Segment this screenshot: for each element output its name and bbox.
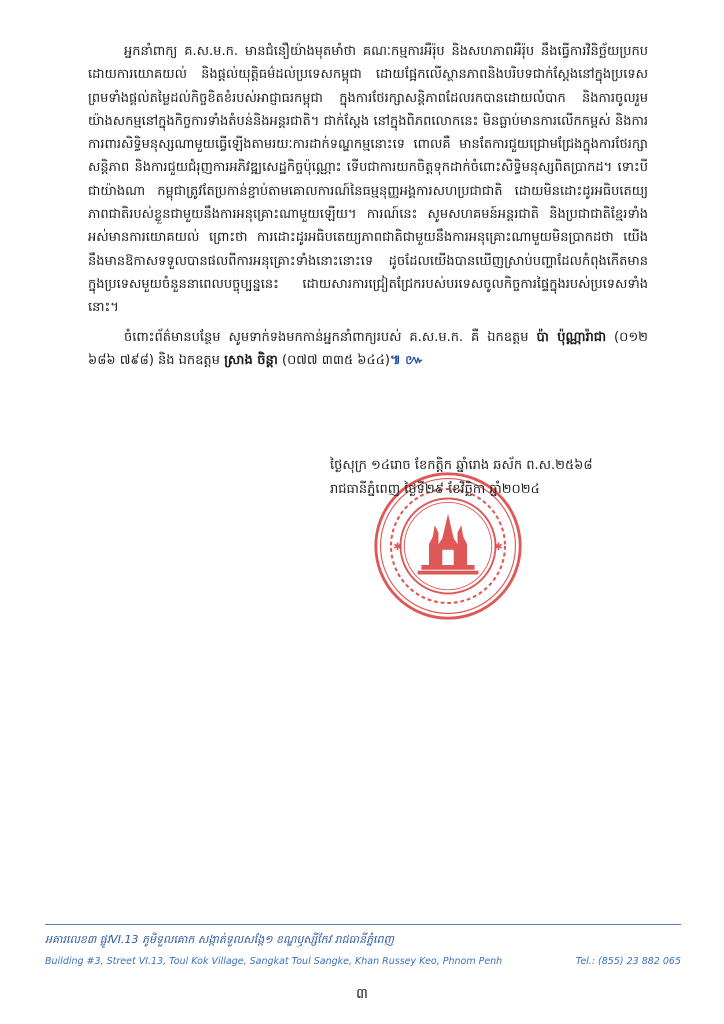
contact-1-phone: (០១២ ៦៨៦ ៧៩៨) និង ឯកឧត្តម: [88, 329, 649, 368]
page-number: ៣: [356, 986, 368, 1002]
contact-2-name: ស្រាង ចិន្តា: [224, 352, 278, 368]
date-solar: រាជធានីភ្នំពេញ ថ្ងៃទី២៩ ខែវិច្ឆិកា ឆ្នាំ២០២៤: [330, 482, 540, 497]
date-lunar: ថ្ងៃសុក្រ ១៤រោច ខែកត្តិក ឆ្នាំរោង ឆស័ក ព.ស.២៥៦៨: [330, 458, 593, 473]
letter-body: [88, 40, 648, 372]
footer-address-en: Building #3, Street VI.13, Toul Kok Village, Sangkat Toul Sangke, Khan Russey Keo, Phnom Penh: [45, 956, 503, 967]
footer-address-kh: អគារលេខ៣ ផ្លូវVI.13 ភូមិទួលគោក សង្កាត់ទួលសង្កែ១ ខណ្ឌឫស្សីកែវ រាជធានីភ្នំពេញ: [45, 933, 394, 946]
date-block: [330, 454, 660, 502]
footer-divider: [45, 924, 681, 925]
svg-text:✱: ✱: [393, 540, 403, 553]
paragraph-main: អ្នកនាំពាក្យ គ.ស.ម.ក. មានជំនឿយ៉ាងមុតមាំថា គណៈកម្មការអឺរ៉ុប និងសហភាពអឺរ៉ុប នឹងធ្វើការវិនិច្ឆ័យប្រកបដោយការយោគយល់ និងផ្តល់យុត្តិធម៌ដល់ប្រទេសកម្ពុជា ដោយផ្អែកលើស្ថានភាពនិងបរិបទជាក់ស្តែងនៅក្នុងប្រទេស ព្រមទាំងផ្តល់តម្លៃដល់កិច្ចខិតខំរបស់អាជ្ញាធរកម្ពុជា ក្នុងការថែរក្សាសន្តិភាពដែលរកបានដោយលំបាក និងការចូលរួមយ៉ាងសកម្មនៅក្នុងកិច្ចការទាំងតំបន់និងអន្តរជាតិ។ ជាក់ស្តែង នៅក្នុងពិភពលោកនេះ មិនធ្លាប់មានការលើកកម្ពស់ និងការការពារសិទ្ធិមនុស្សណាមួយធ្វើឡើងតាមរយៈការដាក់ទណ្ឌកម្មនោះទេ ពោលគឺ មានតែការជួយជ្រោមជ្រែងក្នុងការថែរក្សាសន្តិភាព និងការជួយជំរុញការអភិវឌ្ឍសេដ្ឋកិច្ចប៉ុណ្ណោះ ទើបជាការយកចិត្តទុកដាក់ចំពោះសិទ្ធិមនុស្សពិតប្រាកដ។ ទោះបីជាយ៉ាងណា កម្ពុជាត្រូវតែប្រកាន់ខ្ជាប់តាមគោលការណ៍នៃធម្មនុញ្ញអង្គការសហប្រជាជាតិ ដោយមិនដោះដូរអធិបតេយ្យភាពជាតិរបស់ខ្លួនជាមួយនឹងការអនុគ្រោះណាមួយឡើយ។ ការណ៍នេះ សូមសហគមន៍អន្តរជាតិ និងប្រជាជាតិខ្មែរទាំងអស់មានការយោគយល់ ព្រោះថា ការដោះដូរអធិបតេយ្យភាពជាតិជាមួយនឹងការអនុគ្រោះណាមួយមិនប្រាកដថា យើងនឹងមានឱកាសទទួលបានផលពីការអនុគ្រោះទាំងនោះនោះទេ ដូចដែលយើងបានឃើញស្រាប់បញ្ហាដែលកំពុងកើតមានក្នុងប្រទេសមួយចំនួននាពេលបច្ចុប្បន្ននេះ ដោយសារការជ្រៀតជ្រែករបស់បរទេសចូលកិច្ចការផ្ទៃក្នុងរបស់ប្រទេសទាំងនោះ។: [88, 44, 648, 316]
footer-telephone: Tel.: (855) 23 882 065: [575, 956, 681, 967]
end-mark: ៕ ៚: [389, 352, 424, 368]
svg-text:✱: ✱: [493, 540, 503, 553]
contact-1-name: ប៉ា ប៉ុណ្ណារ៉ាជា: [536, 329, 607, 345]
paragraph-contact: [88, 326, 648, 373]
contact-2-phone: (០៧៧ ៣៣៥ ៦៤៤): [277, 352, 390, 368]
contact-intro: ចំពោះព័ត៌មានបន្ថែម សូមទាក់ទងមកកាន់អ្នកនាំពាក្យរបស់ គ.ស.ម.ក. គឺ ឯកឧត្តម: [124, 329, 537, 345]
